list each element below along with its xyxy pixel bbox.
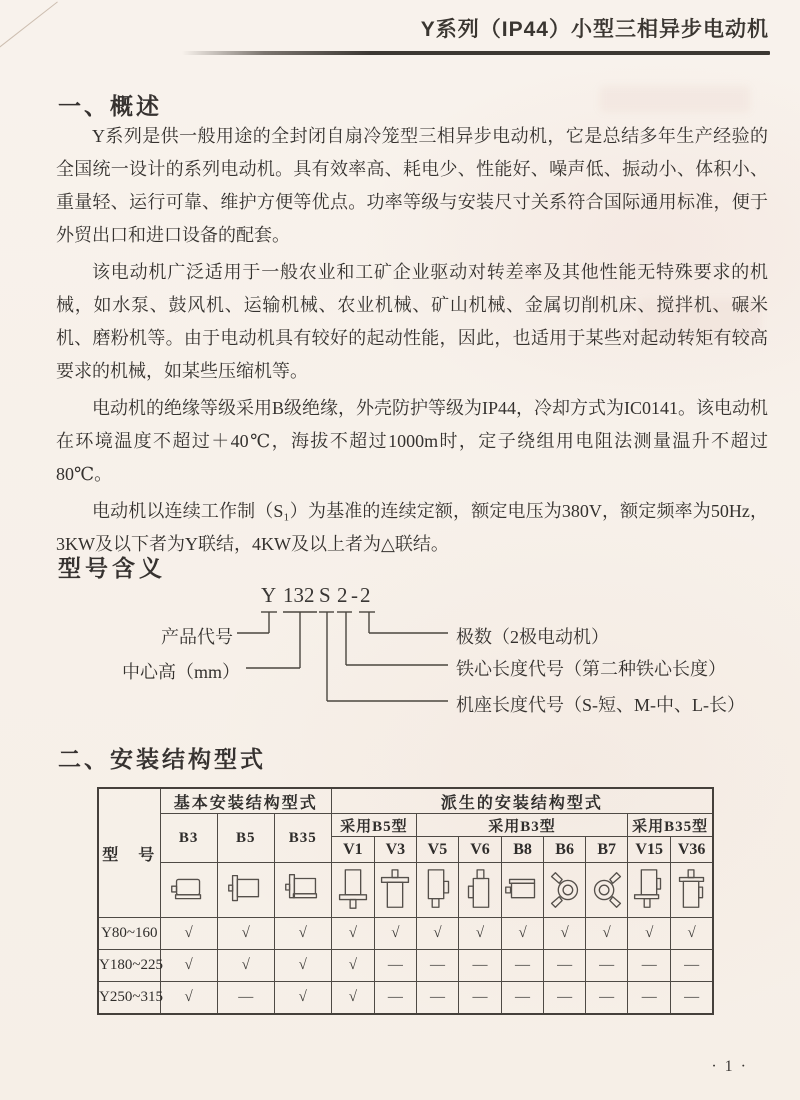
motor-b3-icon-cell [160, 863, 217, 918]
section1-heading: 一、概述 [58, 93, 162, 119]
model-code-frame-height: 132 [283, 583, 315, 607]
section1-body [56, 120, 768, 565]
table-cell: — [374, 982, 416, 1015]
table-cell: — [544, 950, 586, 982]
paragraph-overview-2: 该电动机广泛适用于一般农业和工矿企业驱动对转差率及其他性能无特殊要求的机械，如水泵、鼓风机、运输机械、农业机械、矿山机械、金属切削机床、搅拌机、碾米机、磨粉机等。由于电动机具有较好的起动性能，因此，也适用于某些对起动转矩有较高要求的机械，如某些压缩机等。 [56, 262, 768, 381]
motor-b5-icon [226, 867, 266, 913]
document-title: Y系列（IP44）小型三相异步电动机 [420, 18, 769, 41]
model-code-product: Y [261, 583, 277, 607]
table-cell: — [628, 950, 671, 982]
table-cell: √ [671, 918, 713, 950]
column-header-b5: B5 [217, 814, 274, 863]
row-label-y250-315: Y250~315 [98, 982, 160, 1015]
table-cell: — [374, 950, 416, 982]
scan-crease [0, 1, 58, 51]
motor-b6-icon-cell [544, 863, 586, 918]
table-cell: √ [586, 918, 628, 950]
label-center-height: 中心高（mm） [121, 662, 240, 682]
table-cell: √ [374, 918, 416, 950]
table-cell: — [458, 950, 501, 982]
subheader-use-b35: 采用B35型 [628, 814, 713, 837]
motor-b35-icon-cell [274, 863, 331, 918]
motor-v5-icon-cell [416, 863, 458, 918]
motor-b35-icon [283, 867, 323, 913]
subheader-use-b3: 采用B3型 [416, 814, 627, 837]
motor-v1-icon [333, 867, 373, 913]
motor-b7-icon [587, 867, 627, 913]
motor-v5-icon [417, 867, 457, 913]
table-cell: √ [416, 918, 458, 950]
paragraph-overview-1: Y系列是供一般用途的全封闭自扇冷笼型三相异步电动机，它是总结多年生产经验的全国统一设计的系列电动机。具有效率高、耗电少、性能好、噪声低、振动小、体积小、重量轻、运行可靠、维护方便等优点。功率等级与安装尺寸关系符合国际通用标准，便于外贸出口和进口设备的配套。 [56, 126, 768, 245]
bleedthrough-mark [600, 86, 750, 112]
motor-b5-icon-cell [217, 863, 274, 918]
mounting-structure-table [97, 787, 714, 1015]
table-cell: √ [331, 982, 374, 1015]
column-header-b6: B6 [544, 837, 586, 863]
table-cell: √ [274, 982, 331, 1015]
motor-v15-icon [629, 867, 669, 913]
row-label-y180-225: Y180~225 [98, 950, 160, 982]
model-code-poles: 2 [360, 583, 371, 607]
row-label-y80-160: Y80~160 [98, 918, 160, 950]
table-cell: √ [160, 918, 217, 950]
table-cell: √ [502, 918, 544, 950]
motor-b6-icon [545, 867, 585, 913]
motor-v15-icon-cell [628, 863, 671, 918]
table-corner-model-label: 型 号 [98, 788, 160, 918]
column-header-v3: V3 [374, 837, 416, 863]
column-header-v15: V15 [628, 837, 671, 863]
table-cell: √ [544, 918, 586, 950]
model-code-frame-length: S [319, 583, 331, 607]
paragraph-overview-3: 电动机的绝缘等级采用B级绝缘，外壳防护等级为IP44，冷却方式为IC0141。该电动机在环境温度不超过＋40℃，海拔不超过1000m时，定子绕组用电阻法测量温升不超过80℃。 [56, 398, 769, 484]
paragraph-overview-4: 电动机以连续工作制（S₁）为基准的连续定额，额定电压为380V，额定频率为50Hz，3KW及以下者为Y联结，4KW及以上者为△联结。 [56, 501, 768, 554]
column-header-b3: B3 [160, 814, 217, 863]
motor-v6-icon-cell [458, 863, 501, 918]
motor-v3-icon [375, 867, 415, 913]
motor-b8-icon-cell [502, 863, 544, 918]
table-cell: √ [160, 982, 217, 1015]
table-cell: — [217, 982, 274, 1015]
model-meaning-heading: 型号含义 [58, 555, 166, 581]
subheader-use-b5: 采用B5型 [331, 814, 416, 837]
header-basic-mounting: 基本安装结构型式 [160, 788, 331, 814]
table-cell: — [544, 982, 586, 1015]
section2-heading: 二、安装结构型式 [58, 746, 266, 772]
column-header-b7: B7 [586, 837, 628, 863]
label-pole-number: 极数（2极电动机） [456, 627, 609, 647]
table-cell: √ [217, 950, 274, 982]
motor-v3-icon-cell [374, 863, 416, 918]
label-core-length-code: 铁心长度代号（第二种铁心长度） [456, 659, 726, 679]
column-header-v1: V1 [331, 837, 374, 863]
column-header-v5: V5 [416, 837, 458, 863]
model-designation-diagram [0, 575, 800, 725]
column-header-b8: B8 [502, 837, 544, 863]
table-cell: — [502, 982, 544, 1015]
page-number: · 1 · [711, 1058, 748, 1075]
motor-b7-icon-cell [586, 863, 628, 918]
table-cell: √ [274, 950, 331, 982]
table-cell: — [586, 950, 628, 982]
label-frame-length-code: 机座长度代号（S-短、M-中、L-长） [456, 695, 745, 715]
motor-b8-icon [503, 867, 543, 913]
model-code-core-length: 2 [337, 583, 348, 607]
motor-v36-icon [672, 867, 712, 913]
table-cell: √ [331, 950, 374, 982]
motor-v6-icon [460, 867, 500, 913]
table-cell: √ [160, 950, 217, 982]
table-cell: √ [628, 918, 671, 950]
label-product-code: 产品代号 [161, 627, 233, 647]
table-cell: — [416, 950, 458, 982]
table-cell: — [586, 982, 628, 1015]
table-cell: √ [274, 918, 331, 950]
column-header-v6: V6 [458, 837, 501, 863]
table-cell: — [671, 982, 713, 1015]
motor-v36-icon-cell [671, 863, 713, 918]
title-rule [182, 51, 770, 55]
motor-v1-icon-cell [331, 863, 374, 918]
table-cell: √ [458, 918, 501, 950]
table-cell: — [628, 982, 671, 1015]
column-header-v36: V36 [671, 837, 713, 863]
table-cell: — [502, 950, 544, 982]
column-header-b35: B35 [274, 814, 331, 863]
table-cell: √ [217, 918, 274, 950]
table-cell: — [458, 982, 501, 1015]
table-cell: — [671, 950, 713, 982]
table-cell: √ [331, 918, 374, 950]
model-code-dash: - [351, 583, 358, 607]
header-derived-mounting: 派生的安装结构型式 [331, 788, 713, 814]
motor-b3-icon [169, 867, 209, 913]
table-cell: — [416, 982, 458, 1015]
